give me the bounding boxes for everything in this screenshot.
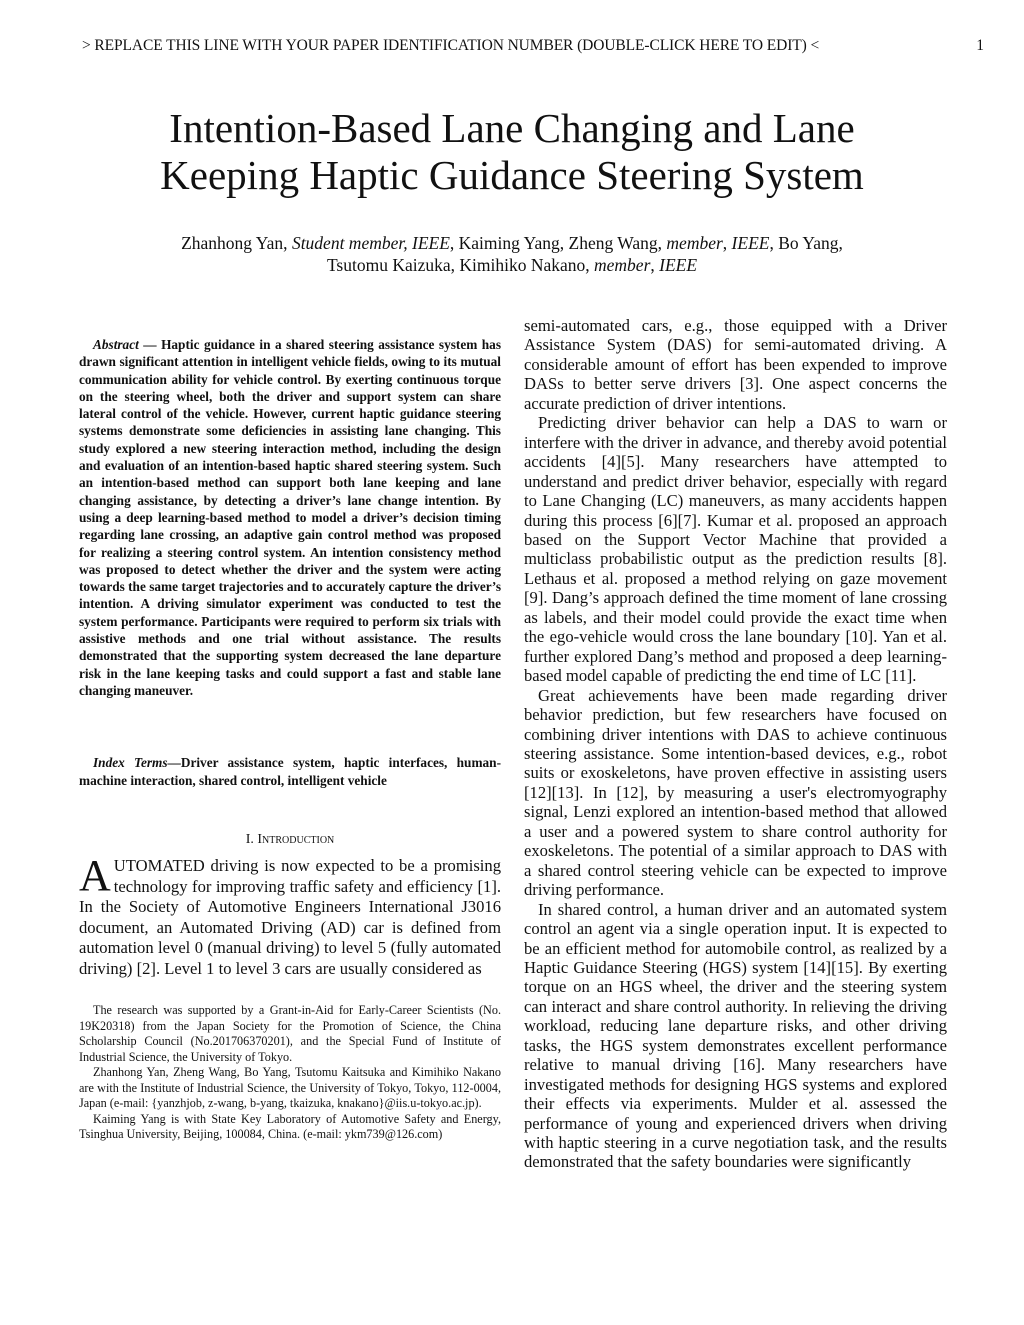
author-role: IEEE xyxy=(659,255,698,275)
paper-title xyxy=(90,105,934,199)
section-title: Introduction xyxy=(257,832,335,847)
title-line-2: Keeping Haptic Guidance Steering System xyxy=(160,152,864,198)
body-paragraph: In shared control, a human driver and an automated system control an agent via a single operation input. It is expected to be an efficient method for automobile control, as realized by a Haptic Guidance Steering (HGS) system [14][15]. By exerting torque on an HGS wheel, the driver and the steering system can interact and share control authority. In relieving the driving workload, reducing lane departure risks, and other driving tasks, the HGS system demonstrates excellent performance relative to manual driving [16]. Many researchers have investigated methods for designing HGS systems and explored their effects via experiments. Mulder et al. assessed the performance of young and experienced drivers when driving with haptic steering in a curve negotiation task, and the results demonstrated that the safety boundaries were significantly xyxy=(524,899,947,1172)
author-text: , Bo Yang, xyxy=(769,233,843,253)
author-text: , xyxy=(650,255,660,275)
abstract-label: Abstract xyxy=(93,337,139,352)
section-numeral: I. xyxy=(245,832,258,847)
introduction-paragraph xyxy=(79,851,501,979)
footnote-affiliation-1: Zhanhong Yan, Zheng Wang, Bo Yang, Tsutomu Kaitsuka and Kimihiko Nakano are with the Institute of Industrial Science, the University of Tokyo, Tokyo, 112-0004, Japan (e-mail: {yanzhjob, z-wang, b-yang, tkaizuka, knakano}@iis.u-tokyo.ac.jp). xyxy=(79,1065,501,1110)
author-role: member xyxy=(666,233,723,253)
title-line-1: Intention-Based Lane Changing and Lane xyxy=(169,105,855,151)
abstract-text: — Haptic guidance in a shared steering assistance system has drawn significant attention in intelligent vehicle fields, owing to its mutual communication ability for vehicle control. By exerting continuous torque on the steering wheel, both the driver and support system can share lateral control of the vehicle. However, current haptic guidance steering systems demonstrate some deficiencies in assisting lane changing. This study explored a new steering interaction method, including the design and evaluation of an intention-based haptic shared steering system. Such an intention-based method can support both lane keeping and lane changing assistance, by detecting a driver’s lane change intention. By using a deep learning-based method to model a driver’s decision timing regarding lane crossing, an adaptive gain control method was proposed for realizing a steering control system. An intention consistency method was proposed to detect whether the driver and the system were acting towards the same target trajectories and to accurately capture the driver’s intention. A driving simulator experiment was conducted to test the system performance. Participants were required to perform six trials with assistive methods and one trial without assistance. The results demonstrated that the supporting system decreased the lane departure risk in the lane keeping tasks and could support a fast and stable lane changing maneuver. xyxy=(79,337,501,698)
running-head-text: > REPLACE THIS LINE WITH YOUR PAPER IDENTIFICATION NUMBER (DOUBLE-CLICK HERE TO EDIT) < xyxy=(82,37,820,54)
body-paragraph: semi-automated cars, e.g., those equipped with a Driver Assistance System (DAS) for semi-automated driving. A considerable amount of effort has been expended to improve DASs to better serve drivers [3]. One aspect concerns the accurate prediction of driver intentions. xyxy=(524,316,947,413)
drop-cap: A xyxy=(79,851,111,900)
running-header xyxy=(40,37,984,57)
footnote-affiliation-2: Kaiming Yang is with State Key Laboratory of Automotive Safety and Energy, Tsinghua University, Beijing, 100084, China. (e-mail: ykm739@126.com) xyxy=(79,1111,501,1141)
right-column-body xyxy=(524,316,947,1172)
index-terms-label: Index Terms xyxy=(93,755,168,770)
intro-text: UTOMATED driving is now expected to be a promising technology for improving traffic safety and efficiency [1]. In the Society of Automotive Engineers International J3016 document, an Automated Driving (AD) car is defined from automation level 0 (manual driving) to level 5 (fully automated driving) [2]. Level 1 to level 3 cars are usually considered as xyxy=(79,856,501,978)
author-list xyxy=(90,232,934,276)
index-terms-text: —Driver assistance system, haptic interfaces, human-machine interaction, shared control, intelligent vehicle xyxy=(79,755,501,788)
footnotes xyxy=(79,1003,501,1143)
abstract xyxy=(79,336,501,699)
author-role: IEEE xyxy=(731,233,770,253)
author-text: , xyxy=(722,233,732,253)
footnote-funding: The research was supported by a Grant-in-Aid for Early-Career Scientists (No. 19K20318) from the Japan Society for the Promotion of Science, the China Scholarship Council (No.201706370201), and the Special Fund of Institute of Industrial Science, the University of Tokyo. xyxy=(79,1003,501,1064)
page-number: 1 xyxy=(976,37,984,54)
body-paragraph: Predicting driver behavior can help a DAS to warn or interfere with the driver in advance, and thereby avoid potential accidents [4][5]. Many researchers have attempted to understand and predict driver behavior, especially with regard to Lane Changing (LC) maneuvers, as many accidents happen during this process [6][7]. Kumar et al. proposed an approach based on the Support Vector Machine that provided a multiclass probabilistic output as the prediction results [8]. Lethaus et al. proposed a method relying on gaze movement [9]. Dang’s approach defined the time moment of lane crossing as labels, and their model could provide the exact time when the ego-vehicle would cross the lane boundary [10]. Yan et al. further explored Dang’s method and proposed a deep learning-based model capable of predicting the end time of LC [11]. xyxy=(524,413,947,686)
author-role: Student member, IEEE xyxy=(291,233,450,253)
author-text: Tsutomu Kaizuka, Kimihiko Nakano, xyxy=(326,255,595,275)
author-line-2 xyxy=(90,254,934,276)
author-text: , Kaiming Yang, Zheng Wang, xyxy=(449,233,667,253)
body-paragraph: Great achievements have been made regarding driver behavior prediction, but few researchers have focused on combining driver intentions with DAS to achieve continuous steering assistance. Some intention-based devices, e.g., robot suits or exoskeletons, have proven effective in assisting users [12][13]. In [12], by measuring a user's electromyography signal, Lenzi explored an intention-based method that allowed a user and a powered system to share control authority for exoskeletons. The potential of a similar approach to DAS with a shared control steering vehicle can be expected to improve driving performance. xyxy=(524,685,947,900)
author-line-1 xyxy=(90,232,934,254)
author-role: member xyxy=(594,255,651,275)
section-heading-introduction xyxy=(79,832,501,848)
author-text: Zhanhong Yan, xyxy=(181,233,292,253)
index-terms xyxy=(79,754,501,789)
